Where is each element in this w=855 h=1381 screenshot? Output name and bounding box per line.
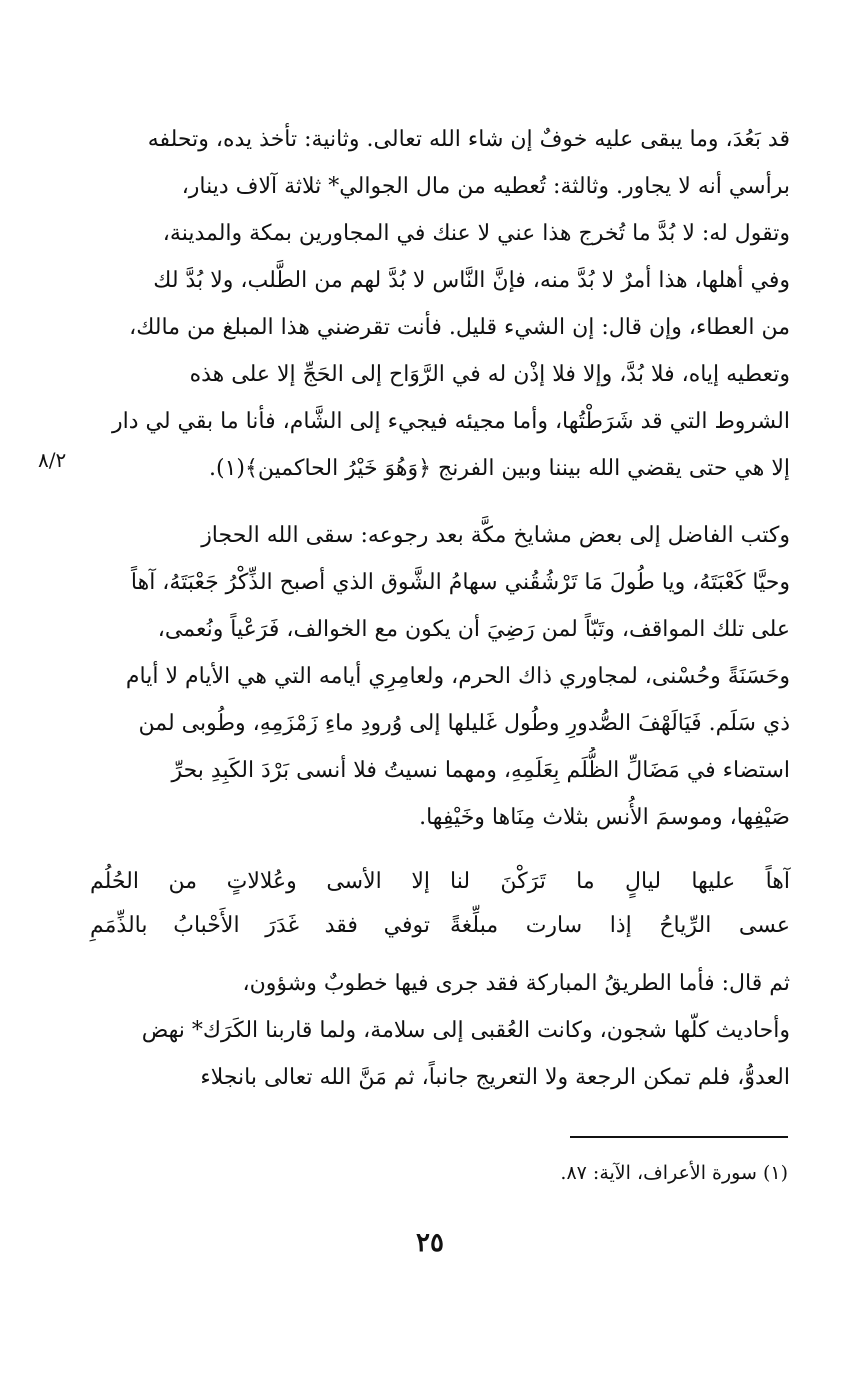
footnote-separator [570, 1136, 788, 1138]
poem-verse [90, 904, 790, 948]
page-number: ٢٥ [416, 1228, 444, 1258]
text-line: وحَسَنَةً وحُسْنى، لمجاوري ذاك الحرم، ولعامِرِي أيامه التي هي الأيام لا أيام [125, 664, 790, 689]
text-line: استضاء في مَضَالِّ الظُّلَم بِعَلَمِهِ، ومهما نسيتُ فلا أنسى بَرْدَ الكَبِدِ بحرِّ [171, 758, 790, 783]
text-line: وحيَّا كَعْبَتَهُ، ويا طُولَ مَا تَرْشُقُني سهامُ الشَّوق الذي أصبح الذِّكْرُ جَعْبَتَهُ، آهاً [130, 570, 790, 595]
margin-reference: ٨/٢ [38, 448, 67, 472]
text-line: على تلك المواقف، وتَبّاً لمن رَضِيَ أن يكون مع الخوالف، فَرَعْياً ونُعمى، [157, 617, 790, 642]
text-line: وكتب الفاضل إلى بعض مشايخ مكَّة بعد رجوعه: سقى الله الحجاز [201, 523, 790, 548]
text-line: العدوُّ، فلم تمكن الرجعة ولا التعريج جانباً، ثم مَنَّ الله تعالى بانجلاء [200, 1065, 790, 1090]
text-line: وتقول له: لا بُدَّ ما تُخرج هذا عني لا عنك في المجاورين بمكة والمدينة، [162, 221, 790, 246]
text-line: قد بَعُدَ، وما يبقى عليه خوفٌ إن شاء الله تعالى. وثانية: تأخذ يده، وتحلفه [147, 127, 790, 152]
text-line: صَيْفِها، وموسمَ الأُنس بثلاث مِنَاها وخَيْفِها. [419, 805, 790, 830]
text-line: من العطاء، وإن قال: إن الشيء قليل. فأنت تقرضني هذا المبلغ من مالك، [129, 315, 790, 340]
poem [90, 860, 790, 948]
text-line: ثم قال: فأما الطريقُ المباركة فقد جرى فيها خطوبٌ وشؤون، [242, 971, 790, 996]
poem-verse [90, 860, 790, 904]
text-line: الشروط التي قد شَرَطْتُها، وأما مجيئه فيجيء إلى الشَّام، فأنا ما بقي لي دار [111, 409, 790, 434]
paragraph-1 [90, 116, 790, 492]
verse-first-hemistich: آهاً عليها ليالٍ ما تَرَكْنَ لنا [450, 869, 790, 894]
text-line: وتعطيه إياه، فلا بُدَّ، وإلا فلا إذْن له في الرَّوَاح إلى الحَجِّ إلا على هذه [189, 362, 790, 387]
text-line: وفي أهلها، هذا أمرٌ لا بُدَّ منه، فإنَّ النَّاس لا بُدَّ لهم من الطَّلب، ولا بُدَّ لك [153, 268, 790, 293]
text-line: إلا هي حتى يقضي الله بيننا وبين الفرنج ﴿وَهُوَ خَيْرُ الحاكمين﴾(١). [209, 456, 790, 481]
text-line: ذي سَلَم. فَيَالَهْفَ الصُّدورِ وطُول غَليلها إلى وُرودِ ماءِ زَمْزَمِهِ، وطُوبى لمن [138, 711, 790, 736]
text-line: برأسي أنه لا يجاور. وثالثة: تُعطيه من مال الجوالي* ثلاثة آلاف دينار، [181, 174, 790, 199]
footnote: (١) سورة الأعراف، الآية: ٨٧. [560, 1162, 788, 1184]
verse-second-hemistich: إلا الأسى وعُلالاتٍ من الحُلُم [90, 869, 430, 894]
verse-second-hemistich: توفي فقد غَدَرَ الأَحْبابُ بالذِّمَمِ [90, 913, 430, 938]
text-line: وأحاديث كلّها شجون، وكانت العُقبى إلى سلامة، ولما قاربنا الكَرَك* نهض [141, 1018, 790, 1043]
verse-first-hemistich: عسى الرِّياحُ إذا سارت مبلِّغةً [450, 913, 790, 938]
paragraph-3 [90, 960, 790, 1101]
paragraph-2 [90, 512, 790, 841]
